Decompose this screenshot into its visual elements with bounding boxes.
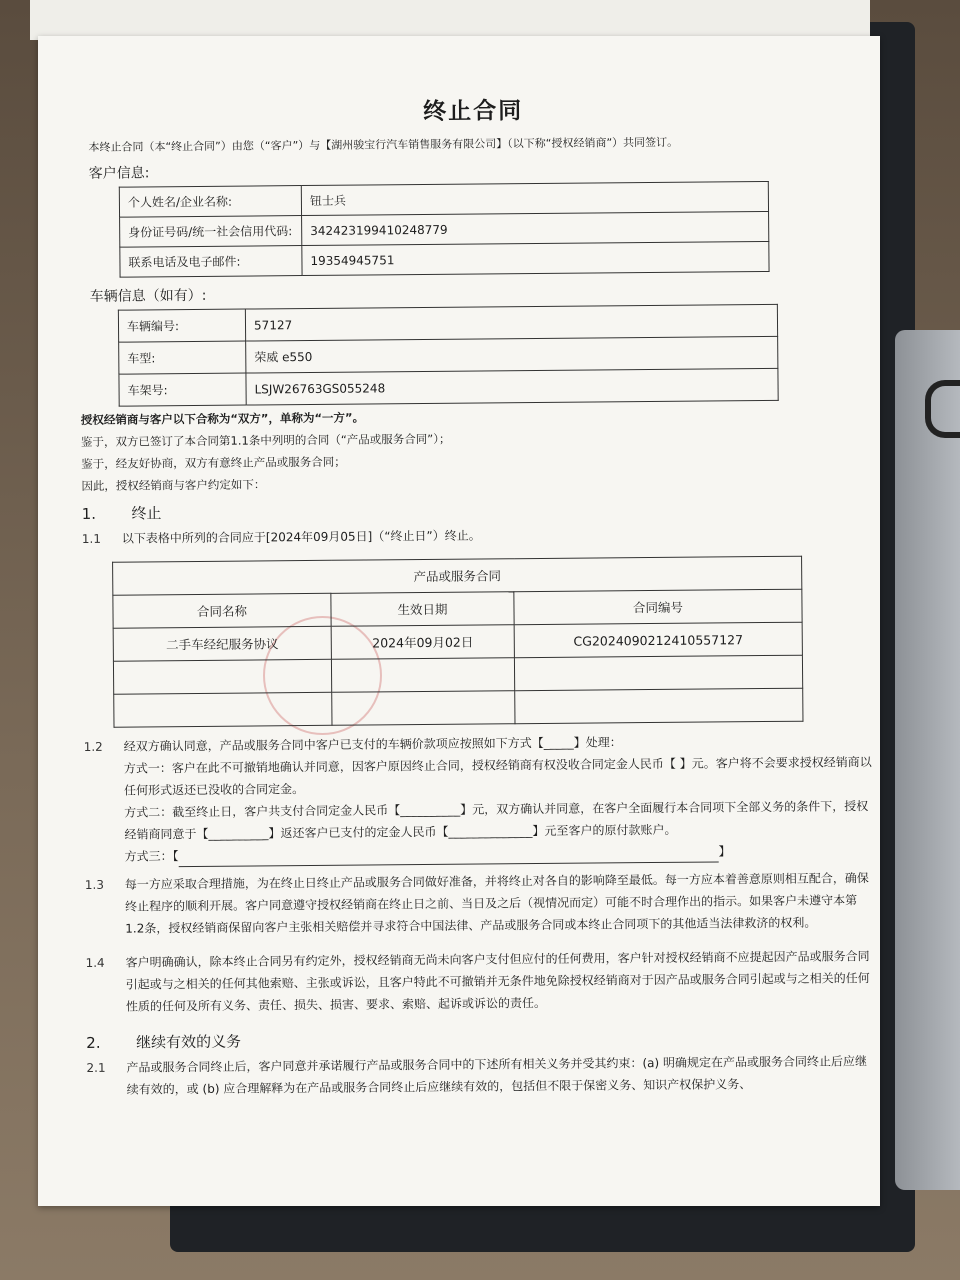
laptop-edge <box>895 330 960 1190</box>
section-2-number: 2. <box>86 1033 101 1052</box>
clause-text: 以下表格中所列的合同应于[2024年09月05日]（“终止日”）终止。 <box>121 528 481 546</box>
section-1-heading <box>82 496 872 524</box>
clause-number: 1.1 <box>81 531 102 546</box>
vehicle-info-table <box>118 304 779 407</box>
customer-info-table <box>119 181 770 278</box>
table-row-empty <box>114 688 803 727</box>
clause-2-1 <box>86 1050 876 1101</box>
section-1-title: 终止 <box>131 504 162 523</box>
vehicle-number-label: 车辆编号: <box>118 309 245 342</box>
cell-contract-number: CG2024090212410557127 <box>514 622 802 658</box>
page-content <box>78 89 877 1101</box>
cell-effective-date: 2024年09月02日 <box>331 625 514 660</box>
customer-id-label: 身份证号码/统一社会信用代码: <box>120 216 302 248</box>
clause-number: 2.1 <box>86 1060 106 1075</box>
clause-1-3 <box>85 867 876 940</box>
header-contract-name: 合同名称 <box>113 593 331 628</box>
section-2-title: 继续有效的义务 <box>135 1032 242 1052</box>
clause-1-4 <box>85 945 876 1018</box>
header-contract-number: 合同编号 <box>514 589 802 625</box>
underlying-papers <box>30 0 870 40</box>
table-row <box>119 368 778 406</box>
clause-1-2 <box>84 729 875 868</box>
customer-name-label: 个人姓名/企业名称: <box>119 186 301 218</box>
header-effective-date: 生效日期 <box>331 592 514 627</box>
clause-text: 客户明确确认，除本终止合同另有约定外，授权经销商无尚未向客户支付但应付的任何费用，客户针对授权经销商不应提起因产品或服务合同引起或与之相关的任何其他索赔、主张或诉讼，且客户特此不可撤销并无条件地免除授权经销商对于因产品或服务合同引起或与之相关的任何性质的任何及所有义务、责任、损失、损害、要求、索赔、起诉或诉讼的责任。 <box>125 949 870 1014</box>
clause-number: 1.4 <box>85 955 105 970</box>
page-title: 终止合同 <box>423 98 524 125</box>
whereas-clause-2: 鉴于，经友好协商，双方有意终止产品或服务合同； <box>81 454 346 471</box>
clause-text: 经双方确认同意，产品或服务合同中客户已支付的车辆价款项应按照如下方式【_____】处理： <box>123 735 622 754</box>
vehicle-section-label: 车辆信息（如有）: <box>89 287 207 305</box>
section-2-heading <box>86 1025 876 1053</box>
customer-contact-value: 19354945751 <box>302 241 769 275</box>
party-definition: 授权经销商与客户以下合称为“双方”，单称为“一方”。 <box>80 410 365 427</box>
clause-text: 每一方应采取合理措施，为在终止日终止产品或服务合同做好准备，并将终止对各自的影响降至最低。每一方应本着善意原则相互配合，确保终止程序的顺利开展。客户同意遵守授权经销商在终止日之前、当日及之后（视情况而定）可能不时合理作出的指示。如果客户未遵守本第1.2条，授权经销商保留向客户主张相关赔偿并寻求符合中国法律、产品或服务合同或本终止合同项下的其他适当法律救济的权利。 <box>124 871 869 936</box>
contract-table <box>112 556 803 728</box>
option-one: 方式一：客户在此不可撤销地确认并同意，因客户原因终止合同，授权经销商有权没收合同定金人民币【 】元。客户将不会要求授权经销商以任何形式返还已没收的合同定金。 <box>123 755 872 798</box>
clause-number: 1.2 <box>83 739 103 754</box>
table-row <box>120 241 769 277</box>
therefore-clause: 因此，授权经销商与客户约定如下： <box>81 477 266 493</box>
option-two: 方式二：截至终止日，客户共支付合同定金人民币【__________】元，双方确认并同意，在客户全面履行本合同项下全部义务的条件下，授权经销商同意于【__________】返还客户已支付的定金人民币【______________】元至客户的原付款账户。 <box>124 799 869 842</box>
customer-id-value: 342423199410248779 <box>302 211 769 245</box>
customer-name-value: 钮士兵 <box>301 181 768 215</box>
vehicle-number-value: 57127 <box>245 304 777 341</box>
option-three: 方式三：【 】 <box>125 844 731 863</box>
contract-page <box>38 36 880 1206</box>
vehicle-model-label: 车型: <box>119 341 246 374</box>
whereas-clause-1: 鉴于，双方已签订了本合同第1.1条中列明的合同（“产品或服务合同”）； <box>80 431 451 449</box>
clause-1-1 <box>82 521 872 550</box>
clause-number: 1.3 <box>84 877 105 892</box>
intro-text: 本终止合同（本“终止合同”）由您（“客户”）与【湖州骏宝行汽车销售服务有限公司】（以下称“授权经销商”）共同签订。 <box>88 135 679 154</box>
section-1-number: 1. <box>81 504 97 523</box>
vehicle-vin-label: 车架号: <box>119 373 246 406</box>
customer-section-label: 客户信息: <box>88 165 150 182</box>
cell-contract-name: 二手车经纪服务协议 <box>113 626 331 661</box>
clause-text: 产品或服务合同终止后，客户同意并承诺履行产品或服务合同中的下述所有相关义务并受其约束：(a) 明确规定在产品或服务合同终止后应继续有效的，或 (b) 应合理解释为在产品或服务合同终止后应继续有效的，包括但不限于保密义务、知识产权保护义务、 <box>126 1054 868 1097</box>
vehicle-vin-value: LSJW26763GS055248 <box>246 368 778 405</box>
cable <box>925 380 960 438</box>
contract-table-caption: 产品或服务合同 <box>113 556 802 595</box>
vehicle-model-value: 荣威 e550 <box>246 336 778 373</box>
customer-contact-label: 联系电话及电子邮件: <box>120 246 302 278</box>
blank-line <box>179 861 719 867</box>
